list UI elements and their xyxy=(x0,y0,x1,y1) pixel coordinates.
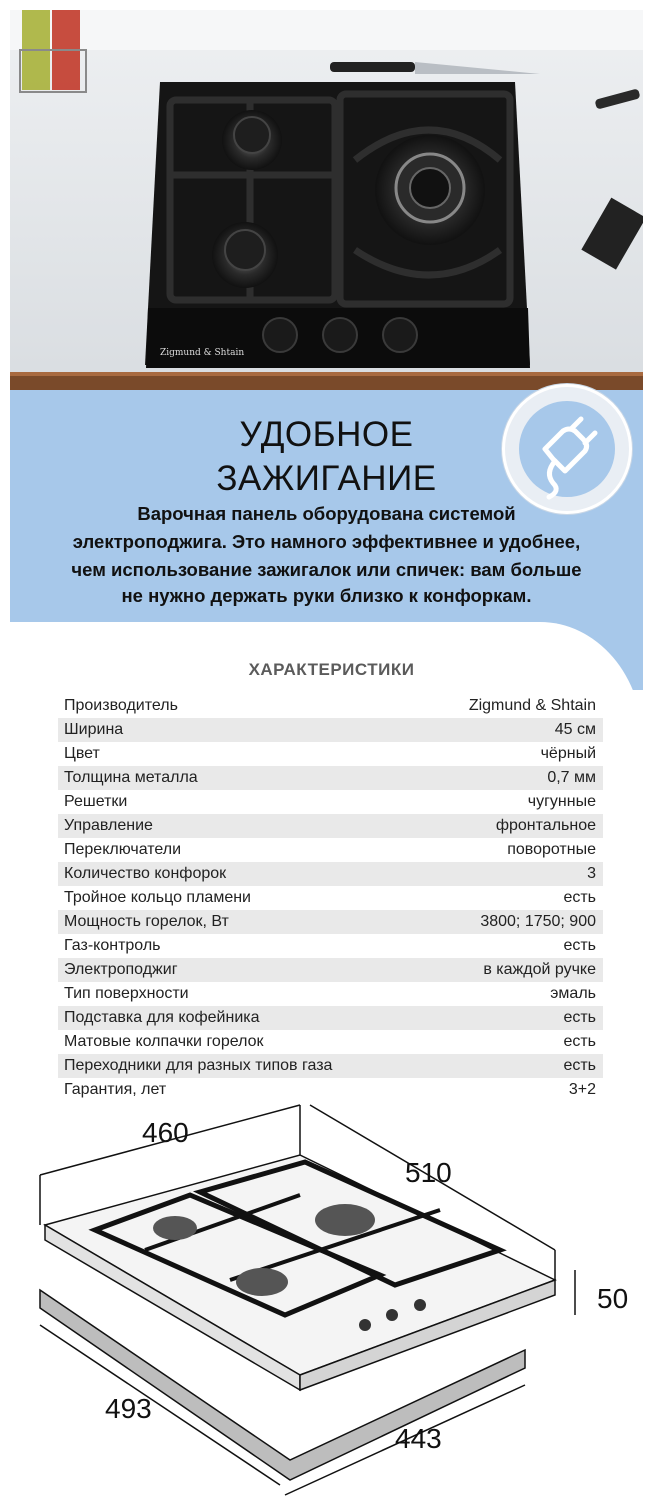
spec-label: Производитель xyxy=(64,697,178,714)
spec-label: Тип поверхности xyxy=(64,985,189,1002)
headline-line1: УДОБНОЕ xyxy=(239,415,414,454)
description-line: электроподжига. Это намного эффективнее и удобнее, xyxy=(72,531,581,552)
spec-row xyxy=(58,838,603,862)
description-line: Варочная панель оборудована системой xyxy=(137,503,516,524)
spec-row xyxy=(58,862,603,886)
dim-height: 50 xyxy=(597,1283,629,1314)
spec-label: Переходники для разных типов газа xyxy=(64,1057,333,1074)
spec-row xyxy=(58,694,603,718)
spec-value: в каждой ручке xyxy=(483,961,596,978)
spec-label: Газ-контроль xyxy=(64,937,161,954)
spec-row xyxy=(58,1078,603,1102)
spec-label: Гарантия, лет xyxy=(64,1081,167,1098)
spec-value: чугунные xyxy=(527,793,596,810)
spec-value: есть xyxy=(563,937,596,954)
spec-row xyxy=(58,718,603,742)
spec-label: Количество конфорок xyxy=(64,865,227,882)
spec-row xyxy=(58,742,603,766)
brand-logo: Zigmund & Shtain xyxy=(160,348,245,358)
description-line: не нужно держать руки близко к конфоркам. xyxy=(121,585,532,606)
spec-value: Zigmund & Shtain xyxy=(468,697,596,714)
dim-cutout-depth: 493 xyxy=(105,1393,152,1424)
spec-label: Решетки xyxy=(64,793,128,810)
spec-label: Подставка для кофейника xyxy=(64,1009,260,1026)
spec-label: Матовые колпачки горелок xyxy=(64,1033,264,1050)
dim-width-top: 460 xyxy=(142,1117,189,1148)
description-line: чем использование зажигалок или спичек: вам больше xyxy=(71,559,582,580)
spec-label: Электроподжиг xyxy=(64,961,178,978)
spec-value: есть xyxy=(563,1009,596,1026)
spec-row xyxy=(58,934,603,958)
spec-value: чёрный xyxy=(540,745,596,762)
dim-depth-top: 510 xyxy=(405,1157,452,1188)
headline-line2: ЗАЖИГАНИЕ xyxy=(216,459,437,498)
spec-row xyxy=(58,886,603,910)
spec-row xyxy=(58,1030,603,1054)
spec-value: есть xyxy=(563,1033,596,1050)
spec-row xyxy=(58,1054,603,1078)
spec-row xyxy=(58,982,603,1006)
specs-title: ХАРАКТЕРИСТИКИ xyxy=(248,660,415,679)
spec-row xyxy=(58,958,603,982)
product-photo xyxy=(10,10,643,390)
spec-row xyxy=(58,790,603,814)
spec-row xyxy=(58,766,603,790)
spec-label: Цвет xyxy=(64,745,100,762)
spec-label: Переключатели xyxy=(64,841,182,858)
spec-label: Тройное кольцо пламени xyxy=(64,889,251,906)
spec-row xyxy=(58,814,603,838)
spec-value: 3 xyxy=(587,865,596,882)
spec-row xyxy=(58,910,603,934)
spec-label: Мощность горелок, Вт xyxy=(64,913,229,930)
spec-value: 3+2 xyxy=(568,1081,596,1098)
spec-value: есть xyxy=(563,1057,596,1074)
spec-label: Управление xyxy=(64,817,153,834)
spec-value: поворотные xyxy=(507,841,596,858)
dimension-diagram xyxy=(0,1100,653,1500)
spec-label: Ширина xyxy=(64,721,124,738)
spec-value: есть xyxy=(563,889,596,906)
spec-value: 0,7 мм xyxy=(547,769,596,786)
spec-value: фронтальное xyxy=(495,817,596,834)
spec-label: Толщина металла xyxy=(64,769,198,786)
dim-cutout-width: 443 xyxy=(395,1423,442,1454)
spec-value: эмаль xyxy=(550,985,596,1002)
spec-table xyxy=(58,694,603,1102)
spec-value: 45 см xyxy=(554,721,596,738)
spec-row xyxy=(58,1006,603,1030)
spec-value: 3800; 1750; 900 xyxy=(480,913,596,930)
